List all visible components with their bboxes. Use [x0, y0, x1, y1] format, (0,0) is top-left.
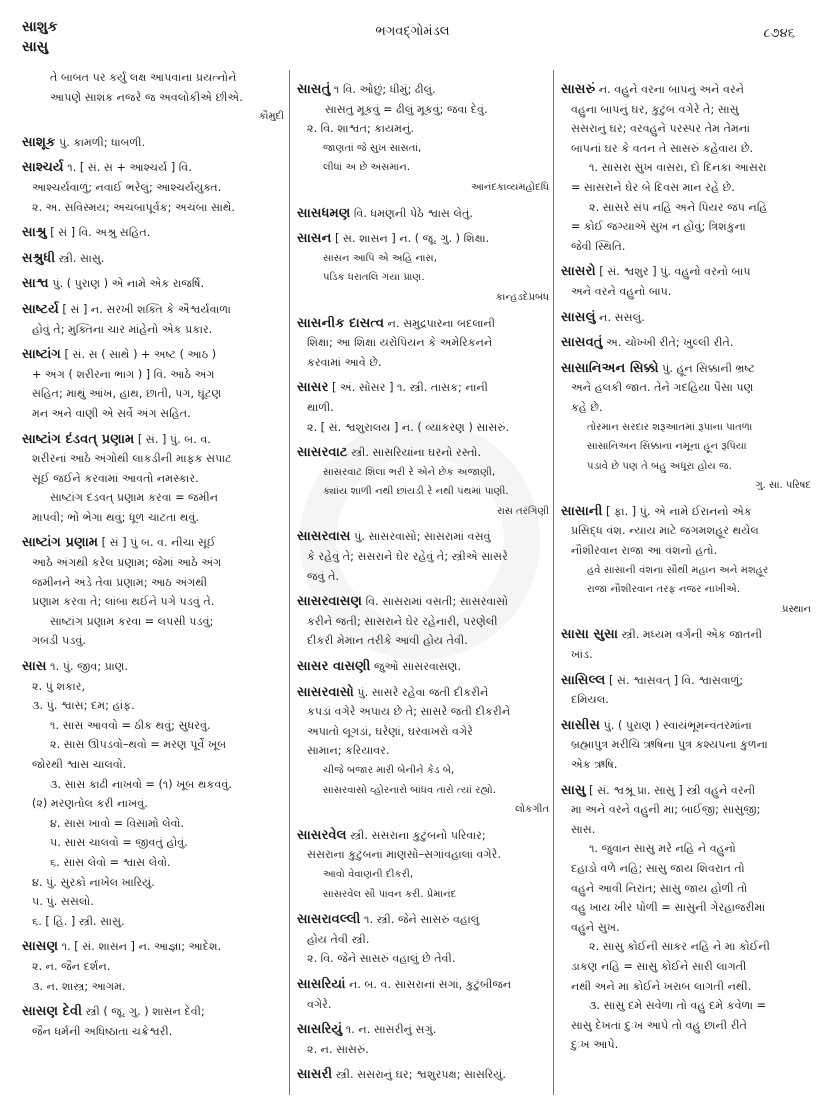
dictionary-entry [297, 826, 549, 904]
dictionary-entry [297, 683, 549, 820]
dictionary-entry [22, 430, 284, 528]
definition-line: હોવું તે; મુક્તિના ચાર માંહેનો એક પ્રકાર. [32, 322, 213, 336]
dictionary-entry [297, 229, 549, 307]
quotation-line: તોરમાન સરદાર શરૂઆતમાં રૂપાના પાતળા [587, 421, 753, 433]
definition: [ સં. શ્વશ્રૂ પ્રા. સાસુ ] સ્ત્રી વહુને વરની [585, 783, 756, 797]
quotation-line: જાણતાં જે સુખ સાસતાં, [323, 142, 422, 154]
definition: [ સં. શ્વાસવત્ ] વિ. શ્વાસવાળું; [605, 673, 744, 687]
headword: સાસરવાસણ [297, 594, 363, 610]
definition-line: થાળી. [307, 400, 334, 414]
dictionary-entry [22, 345, 284, 423]
definition-line: સસરાનું ઘર; વરવહુને પરસ્પર તેમ તેમનાં [571, 122, 750, 136]
definition: ૧ વિ. ઓછું; ધીમું; ઢીલું. [330, 83, 436, 96]
quotation-line: હવે સાસાની વંશના સૌથી મહાન અને મશહૂર [587, 564, 769, 576]
definition-line: સહિત; માથું આંખ, હાથ, છાતી, પગ, ઘૂંટણ [32, 387, 222, 401]
dictionary-entry [561, 262, 811, 301]
dictionary-entry [561, 671, 811, 710]
definition: ન. સમુદ્રપારના બદલાની [384, 316, 496, 330]
definition: પું. હૂન સિક્કાની ભ્રષ્ટ [658, 361, 755, 375]
definition: ૧. [ સં. શાસન ] ન. આજ્ઞા; આદેશ. [58, 940, 222, 954]
citation-source: આનંદકાવ્યમહોદધિ [471, 181, 549, 193]
headword: સાસરવાસ [297, 529, 351, 545]
dictionary-entry [561, 308, 811, 328]
definition: [ સં. શાસન ] ન. ( જૂ. ગુ. ) શિક્ષા. [331, 232, 490, 246]
definition-line: અને હલકી જાત. તેને ગદહિયા પૈસા પણ [571, 381, 754, 395]
definition-line: = કોઈ જગ્યાએ સુખ ન હોવું; ત્રિશંકુના [571, 220, 746, 234]
definition: ન. વહુને વરના બાપનું અને વરને [595, 83, 745, 96]
definition-line: દહાડો વળે નહિ; સાસુ જાય શિવરાત તો [571, 861, 745, 875]
definition: [ સં ] ન. સરખી શક્તિ કે ઐશ્વર્યવાળા [58, 302, 231, 316]
headword: સાસનીક દાસત્વ [297, 315, 385, 331]
definition-line: શિક્ષા; આ શિક્ષા યરોપિયન કે અમેરિકનને [307, 336, 493, 350]
headword: સાસરિયાં [297, 976, 346, 992]
definition-line: જવું તે. [307, 569, 340, 583]
definition-line: કરીને જતી; સાસરાને ઘેર રહેનારી, પરણેલી [307, 614, 498, 628]
guide-word-first: સાશુક [22, 19, 58, 35]
definition-line: માપવી; ભોં ભેગા થવું; ધૂળ ચાટતા થવું. [32, 510, 200, 524]
headword: સાશૂક [22, 134, 56, 150]
definition: ૧. પું. જીવ; પ્રાણ. [46, 660, 129, 674]
definition: ન. બ. વ. સાસરાનાં સગાં, કુટુંબીજન [345, 977, 512, 991]
definition-line: એક ઋષિ. [571, 758, 618, 771]
definition-line: ગબડી પડવું. [32, 634, 86, 648]
definition-line: ૪. સાસ ખાવો = વિસામો લેવો. [50, 816, 184, 830]
definition: [ સં ] પું બ. વ. નીચા સૂઈ [98, 536, 216, 550]
dictionary-entry [297, 592, 549, 651]
definition: [ ફા. ] પું. એ નામે ઈરાનનો એક [602, 504, 752, 518]
headword: સાસરવેલ [297, 827, 347, 843]
definition-line: કપડાં વગેરે અપાય છે તે; સાસરે જતી દીકરીને [307, 705, 511, 719]
dictionary-entry [561, 333, 811, 353]
definition-line: આઠે અંગથી કરેલ પ્રણામ; જેમાં આઠે અંગ [32, 556, 222, 570]
definition-line: ૧. સાસરા સુખ વાસરા, દો દિનકા આસરા [589, 161, 767, 175]
headword: સાષ્ટર્ય [22, 301, 59, 317]
definition-line: ૩. સાસ કાઢી નાખવો = (૧) ખૂબ થકવવું. [50, 777, 232, 791]
quotation-line: રાજા નૌશીરવાન તરફ નજર નાખીએ. [587, 584, 741, 596]
definition: જુઓ સાસરવાસણ. [370, 660, 462, 674]
definition-line: જોરથી શ્વાસ ચાલવો. [32, 758, 127, 771]
headword: સાસરો [561, 264, 596, 280]
definition: પું. ( પુરાણ ) એ નામે એક રાજર્ષિ. [48, 277, 205, 291]
definition: [ સં. શ્વશુર ] પું. વહુનો વરનો બાપ [595, 265, 751, 279]
definition: સ્ત્રી. સસરાના કુટુંબનો પરિવાર; [346, 828, 486, 842]
definition-line: ૩. પું. શ્વાસ; દમ; હાંફ. [32, 699, 135, 713]
definition-line: બ્રહ્માપુત્ર મરીચિ ઋષિના પુત્ર કશ્યપના કુળના [571, 738, 768, 752]
definition: અ. ચોખ્ખી રીતે; ખુલ્લી રીતે. [602, 336, 734, 350]
headword: સાશ્રુ [22, 225, 47, 241]
quotation-line: સાસન આપિ એ અહિ નાસ, [323, 252, 438, 264]
definition-line: સામાન; કરિયાવર. [307, 744, 390, 758]
definition: ૧. ન. સાસરીનું સગું. [342, 1023, 437, 1037]
definition: વિ. સાસરામાં વસતી; સાસરવાસો [362, 595, 508, 609]
headword: સાષ્ટાંગ [22, 347, 61, 363]
dictionary-entry [561, 625, 811, 664]
definition-line: આપણે સાશંક નજરે જ અવલોકીએ છીએ. [50, 90, 243, 104]
citation-source: લોકગીત [515, 804, 549, 816]
dictionary-entry [297, 314, 549, 373]
dictionary-entry [297, 443, 549, 521]
definition-line: ડાકણ નહિ = સાસુ કોઈને સારી લાગતી [571, 959, 747, 973]
quotation-line: સાસરવેલ સૌ પાવન કરી. પ્રેમાનંદ [323, 888, 457, 900]
column-2 [297, 80, 549, 1091]
definition-line: બાપનાં ઘર કે વતન તે સાસરું કહેવાય છે. [571, 141, 754, 155]
column-3 [561, 80, 811, 1061]
definition-line: પ્રસિદ્ધ વંશ. ન્યાય માટે જગમશહૂર થયેલ [571, 524, 759, 538]
definition: સ્ત્રી ( જૂ. ગુ. ) શાસન દેવી; [82, 1005, 205, 1019]
dictionary-entry [22, 158, 284, 217]
column-divider [289, 70, 290, 1095]
dictionary-entry [297, 657, 549, 677]
definition-line: ૨. વિ. જેને સાસરું વહાલું છે તેવી. [307, 952, 456, 966]
definition-line: સાષ્ટાંગ પ્રણામ કરવા = લપસી પડવું; [50, 614, 214, 628]
citation-source: પ્રસ્થાન [781, 603, 811, 615]
definition: સ્ત્રી. સાસરિયાંના ઘરનો રસ્તો. [347, 446, 482, 460]
definition-line: સૂઈ જઈને કરવામાં આવતો નમસ્કાર. [32, 471, 199, 485]
definition: પું. કામળી; ધાબળી. [55, 135, 146, 149]
definition-line: દીકરી મેમાન તરીકે આવી હોય તેવી. [307, 634, 468, 648]
definition-line: તે બાબત પર કર્યું લક્ષ આપવાના પ્રયત્નોને [50, 71, 237, 84]
dictionary-entry [22, 249, 284, 269]
definition-line: ૨. [ સં. શ્વશુરાલય ] ન. ( વ્યાકરણ ) સાસરું. [307, 420, 510, 434]
quotation-line: ચીજે બજાર મારી બેનીને કેડ બે, [323, 765, 455, 776]
definition-line: આશ્ચર્યવાળું; નવાઈ ભરેલું; આશ્ચર્યયુક્ત. [32, 180, 222, 194]
definition-line: + અંગ ( શરીરના ભાગ ) ] વિ. આઠે અંગ [32, 367, 215, 381]
definition-line: કે રહેવું તે; સસરાને ઘેર રહેવું તે; સ્ત્રીએ સાસરે [307, 550, 508, 564]
headword: સાષ્ટાંગ દંડવત્ પ્રણામ [22, 431, 135, 447]
headword: સાસધમણ [297, 205, 351, 221]
definition: વિ. ધમણની પેઠે શ્વાસ લેતું. [350, 206, 473, 220]
definition: પું. ( પુરાણ ) સ્વાયંભૂમન્વંતરમાંના [600, 718, 752, 732]
citation-source: રાસ તરંગિણી [497, 505, 549, 517]
definition: સ્ત્રી. સસરાનું ઘર; શ્વશુરપક્ષ; સાસરિયું. [332, 1068, 506, 1082]
definition: પું. સાસરવાસો; સાસરામાં વસવું [350, 530, 491, 544]
definition: ૧. [ સં. સ + આશ્ચર્ય ] વિ. [63, 161, 192, 175]
headword: સાસાનિઅન સિક્કો [561, 360, 659, 376]
dictionary-entry [22, 223, 284, 243]
dictionary-entry [561, 716, 811, 775]
citation-source: કાન્હડદેપ્રબંધ [495, 291, 549, 303]
definition-line: વહુ ખાય ખીર પોળી = સાસુની ગેરહાજરીમાં [571, 901, 766, 915]
definition-line: મા અને વરને વહુની મા; બાઈજી; સાસુજી; [571, 803, 761, 817]
dictionary-entry [561, 781, 811, 1055]
definition-line: નથી અને મા કોઈને ખરાબ લાગતી નથી. [571, 979, 752, 993]
quotation-line: સાસાનિઅન સિક્કાના નમૂના હૂન રૂપિયા [587, 441, 747, 453]
definition-line: જમીનને અડે તેવા પ્રણામ; આઠ અંગથી [32, 575, 208, 589]
dictionary-entry [297, 1065, 549, 1085]
definition-line: કરવામાં આવે છે. [307, 355, 382, 369]
citation-source: કૌમુદી [258, 111, 284, 123]
dictionary-entry [22, 533, 284, 651]
headword: સાસાની [561, 503, 603, 519]
headword: સાસલું [561, 309, 596, 325]
headword: સાસુ [561, 782, 586, 798]
definition-line: ખાંડ. [571, 648, 593, 662]
headword: સાસરું [561, 82, 596, 97]
dictionary-entry [297, 527, 549, 586]
definition-line: વગેરે. [307, 997, 332, 1011]
dictionary-entry [561, 502, 811, 620]
definition-line: ૧. જુવાન સાસુ મરે નહિ ને વહુનો [589, 842, 736, 856]
definition-line: સાસુ દેખતાં દુઃખ આપે તો વહુ છાની રીતે [571, 1018, 747, 1032]
headword: સાસરાવલ્લી [297, 912, 361, 928]
quotation-line: પડાવે છે પણ તે બહુ અધૂરા હોય જ. [587, 460, 732, 472]
dictionary-entry [297, 1020, 549, 1059]
definition-line: અને વરને વહુનો બાપ. [571, 284, 672, 298]
definition-line: ૨. પું શકાર, [32, 679, 86, 693]
headword: સાસરિયું [297, 1022, 343, 1038]
headword: સાસરી [297, 1067, 333, 1083]
definition-line: વહુના બાપનું ઘર, કુટુંબ વગેરે તે; સાસુ [571, 102, 739, 116]
definition-line: વહુને સુખ. [571, 920, 620, 934]
definition-line: ૬. [ હિં. ] સ્ત્રી. સાસુ. [32, 914, 125, 928]
definition-line: કહે છે. [571, 400, 603, 414]
column-divider [553, 70, 554, 1095]
definition-line: પ્રણામ કરવા તે; લાંબા થઈને પગે પડવું તે. [32, 595, 215, 609]
definition-line: ૩. સાસુ દમે સવેળા તો વહુ દમે કવેળા = [589, 999, 766, 1013]
definition: [ સં. સ ( સાથે ) + અષ્ટ ( આઠ ) [60, 348, 217, 362]
headword: સાસવતું [561, 335, 603, 351]
dictionary-entry [22, 657, 284, 931]
dictionary-entry [22, 300, 284, 339]
dictionary-entry [561, 359, 811, 496]
definition: સ્ત્રી. સાસુ. [55, 251, 105, 265]
definition-line: (૨) મરણતોલ કરી નાખવું. [32, 797, 148, 811]
headword: સાસર વાસણી [297, 659, 371, 675]
definition-line: ૨. સાસરે સંપ નહિ અને પિયર જંપ નહિ [589, 200, 768, 214]
definition-line: = સાસરાને ઘેર બે દિવસ માન રહે છે. [571, 180, 735, 194]
dictionary-entry [297, 204, 549, 224]
headword: સાશ્વ [22, 276, 49, 292]
definition-line: ૧. સાસ આવવો = ઠીક થવું; સુધરવું. [50, 718, 211, 732]
definition: [ સં. ] પું. બ. વ. [134, 432, 211, 446]
dictionary-entry [297, 975, 549, 1014]
definition-line: ૨. વિ. શાશ્વત; કાયમનું. [307, 122, 414, 136]
definition-line: ૨. સાસ ઊપડવો–થવો = મરણ પૂર્વે ખૂબ [50, 738, 227, 752]
definition-line: ૨. અ. સવિસ્મય; અચંબાપૂર્વક; અચંબા સાથે. [32, 200, 235, 214]
definition-line: ૨. ન. જૈન દર્શન. [32, 959, 111, 973]
column-1 [22, 68, 284, 1047]
definition: [ અં. સોસર ] ૧. સ્ત્રી. તાસક; નાની [328, 381, 488, 395]
guide-word-last: સાસુ [22, 39, 49, 55]
headword: સાસતું [297, 82, 331, 97]
headword: સાસરવાટ [297, 445, 348, 461]
definition-line: ૨. ન. સાસરું. [307, 1042, 369, 1056]
headword: સશ્રુધી [22, 250, 56, 266]
definition: ૧. સ્ત્રી. જેને સાસરું વહાલું [360, 913, 480, 927]
definition-line: સસરાના કુટુંબનાં માણસો–સગાંવહાલાં વગેરે. [307, 848, 502, 862]
running-title: ભગવદ્ગોમંડલ [375, 24, 450, 39]
definition-line: મન અને વાણી એ સર્વે અંગ સહિત. [32, 406, 191, 420]
definition-line: અપાતો લૂગડાં, ઘરેણાં, ઘરવાખરો વગેરે [307, 724, 473, 738]
quotation-line: આવો વેવાણની દીકરી, [323, 868, 414, 880]
headword: સાસણ [22, 939, 59, 955]
citation-source: ગુ. સા. પરિષદ [755, 480, 811, 492]
definition-line: ૪. પું. સુરકો નાખેલ ખારિયું. [32, 875, 155, 889]
dictionary-entry [22, 274, 284, 294]
page-number: ૮૭૪૬ [763, 26, 795, 41]
dictionary-entry [22, 1002, 284, 1041]
definition-line: દુઃખ આપે. [571, 1038, 619, 1052]
definition-line: સાષ્ટાંગ દંડવત્ પ્રણામ કરવા = જમીન [50, 491, 219, 505]
definition-line: સાસતુ મૂકવું = ઢીલું મૂકવું; જવા દેવું. [325, 102, 488, 116]
definition-line: ૬. સાસ લેવો = શ્વાસ લેવો. [50, 855, 171, 869]
definition-line: દમિયલ. [571, 693, 609, 707]
headword: સાસ [22, 659, 47, 675]
definition-line: જૈન ધર્મની અધિષ્ઠાતા ચક્રેશ્વરી. [32, 1024, 173, 1038]
dictionary-entry [22, 68, 284, 127]
quotation-line: સાસરવાટ શિલા ભરી રે એને છેક અજાણી, [323, 466, 496, 478]
definition-line: જેવી સ્થિતિ. [571, 239, 626, 253]
quotation-line: પડિક ધરાતલિ ગયા પ્રાણ. [323, 272, 425, 284]
definition-line: ૫. પું. સસલો. [32, 895, 94, 909]
headword: સાસા સુસા [561, 627, 619, 643]
dictionary-entry [561, 80, 811, 256]
headword: સાસીસ [561, 717, 601, 733]
headword: સાસન [297, 231, 332, 247]
headword: સાસરવાસો [297, 684, 354, 700]
dictionary-entry [297, 910, 549, 969]
definition: સ્ત્રી. મધ્યમ વર્ગની એક જાતની [618, 628, 763, 642]
definition: [ સં ] વિ. અશ્રુ સહિત. [46, 226, 151, 240]
headword: સાસણ દેવી [22, 1004, 83, 1020]
quotation-line: ક્યાંય શાળી નથી છાંયડી રે નથી પંથમાં પાણી. [323, 486, 509, 498]
definition-line: નૌશીરવાન રાજા આ વંશનો હતો. [571, 544, 718, 558]
definition: પું. સાસરે રહેવા જતી દીકરીને [353, 685, 489, 699]
dictionary-entry [22, 133, 284, 153]
dictionary-entry [297, 80, 549, 198]
headword: સાસિલ્લ [561, 672, 606, 688]
definition-line: હોય તેવી સ્ત્રી. [307, 932, 370, 946]
headword: સાષ્ટાંગ પ્રણામ [22, 535, 99, 551]
definition-line: ૨. સાસુ કોઈની સાકર નહિ ને મા કોઈની [589, 940, 770, 954]
dictionary-entry [22, 937, 284, 996]
dictionary-entry [297, 378, 549, 437]
headword: સાશ્ચર્ય [22, 160, 64, 176]
quotation-line: સાસરવાસો વ્હોરનારો બાંધવ તારો ત્યાં રહ્યો. [323, 784, 496, 796]
definition: ન. સસલું. [595, 310, 645, 324]
definition-line: સાસ. [571, 822, 596, 836]
definition-line: ૩. ન. શાસ્ત્ર; આગમ. [32, 979, 126, 993]
quotation-line: લીધાં અ છે અસમાન. [323, 162, 411, 174]
definition-line: ૫. સાસ ચાલવો = જીવતું હોવું. [50, 836, 188, 850]
headword: સાસર [297, 380, 329, 396]
definition-line: વહુને આવી નિરાંત; સાસુ જાય હોળી તો [571, 881, 748, 895]
definition-line: શરીરનાં આઠે અંગોથી લાકડીની માફક સપાટ [32, 452, 232, 466]
